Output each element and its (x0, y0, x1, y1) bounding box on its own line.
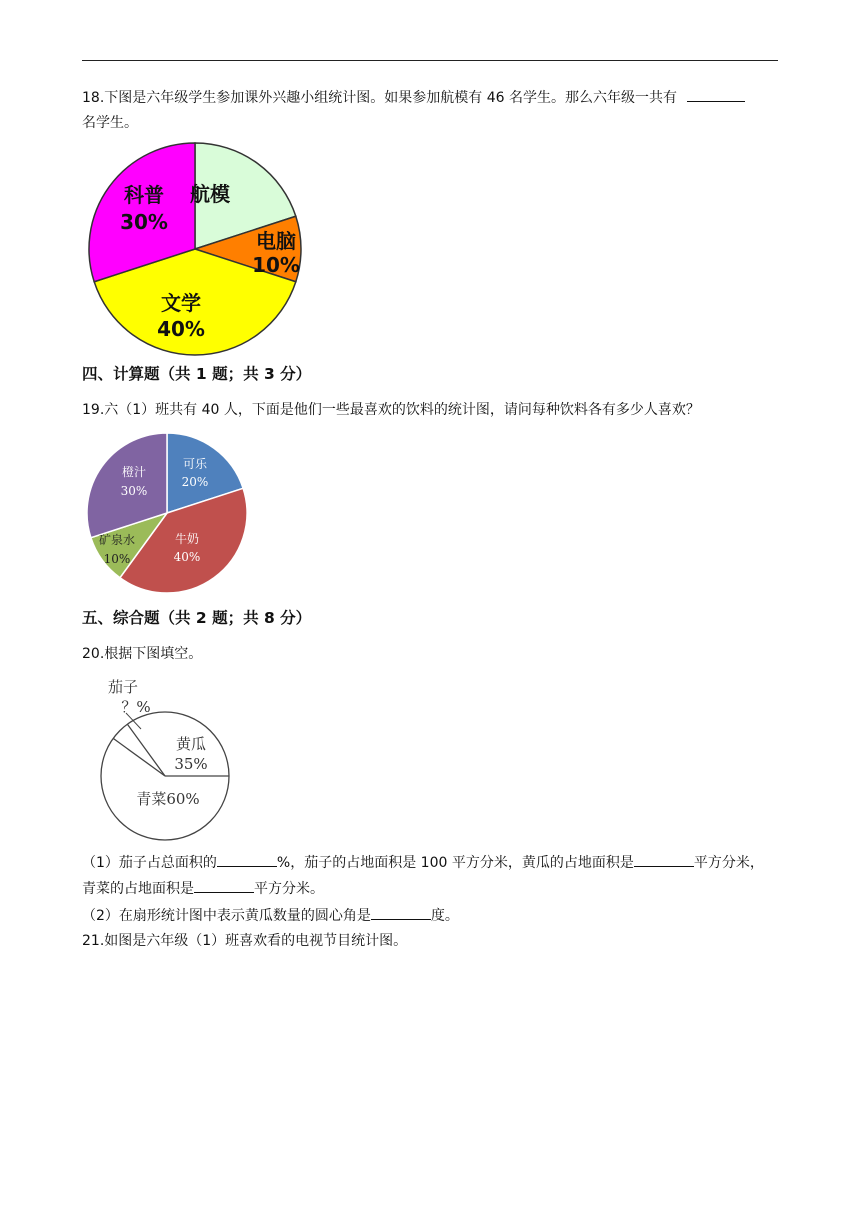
q20-blank-central-angle[interactable] (371, 905, 431, 920)
q20-label-eggplant: 茄子 (107, 678, 139, 696)
q21-text: 21.如图是六年级（1）班喜欢看的电视节目统计图。 (82, 933, 408, 949)
q20-sub2-part-b: 度。 (430, 908, 459, 924)
q18-pct-science: 30% (120, 210, 168, 234)
q20-sub1-part-a: （1）茄子占总面积的 (82, 855, 217, 871)
q19-label-milk: 牛奶 (174, 532, 200, 546)
section-4-heading: 四、计算题（共 1 题；共 3 分） (82, 365, 312, 383)
q20-sub2-part-a: （2）在扇形统计图中表示黄瓜数量的圆心角是 (82, 908, 371, 924)
q18-label-model: 航模 (190, 182, 230, 206)
q19-label-juice: 橙汁 (121, 465, 147, 479)
q18-pie-chart (86, 140, 304, 358)
header-rule (82, 60, 778, 61)
q20-label-greens: 青菜60% (136, 790, 200, 808)
q18-pct-literature: 40% (157, 317, 205, 341)
q20-sub2 (82, 905, 459, 926)
section-5-heading: 五、综合题（共 2 题；共 8 分） (82, 609, 312, 627)
q20-sub1-part-e: 平方分米。 (254, 881, 324, 897)
q20-intro: 20.根据下图填空。 (82, 646, 203, 662)
q20-blank-greens-area[interactable] (194, 878, 254, 893)
q20-blank-cucumber-area[interactable] (634, 852, 694, 867)
q18-answer-blank[interactable] (687, 87, 745, 102)
q18-label-science: 科普 (124, 183, 164, 207)
q18-text-line1 (82, 87, 745, 108)
q20-pct-eggplant: ？% (121, 698, 151, 716)
q20-pie-chart (100, 675, 240, 843)
q20-sub1-line2 (82, 878, 324, 899)
q19-pct-cola: 20% (181, 475, 209, 489)
q19-label-cola: 可乐 (182, 457, 208, 471)
q19-pct-milk: 40% (173, 550, 201, 564)
q20-pct-cucumber: 35% (174, 755, 208, 773)
q18-text-line2: 名学生。 (82, 115, 138, 131)
q20-sub1-part-b: %，茄子的占地面积是 100 平方分米，黄瓜的占地面积是 (276, 855, 634, 871)
q18-label-computer: 电脑 (256, 229, 296, 253)
q19-text: 19.六（1）班共有 40 人，下面是他们一些最喜欢的饮料的统计图，请问每种饮料各有多少人喜欢？ (82, 402, 700, 418)
q18-label-literature: 文学 (161, 291, 201, 315)
q19-pct-juice: 30% (120, 484, 148, 498)
q20-label-cucumber: 黄瓜 (175, 735, 207, 753)
q19-label-water: 矿泉水 (98, 533, 136, 547)
q19-pie-chart (86, 431, 250, 595)
q20-sub1-part-c: 平方分米， (693, 855, 764, 871)
q20-sub1-part-d: 青菜的占地面积是 (82, 881, 194, 897)
q18-pct-computer: 10% (252, 253, 300, 277)
q18-stem: 18.下图是六年级学生参加课外兴趣小组统计图。如果参加航模有 46 名学生。那么六年级一共有 (82, 90, 677, 106)
q20-sub1-line1 (82, 852, 764, 873)
q20-blank-eggplant-pct[interactable] (217, 852, 277, 867)
q19-pct-water: 10% (103, 552, 131, 566)
